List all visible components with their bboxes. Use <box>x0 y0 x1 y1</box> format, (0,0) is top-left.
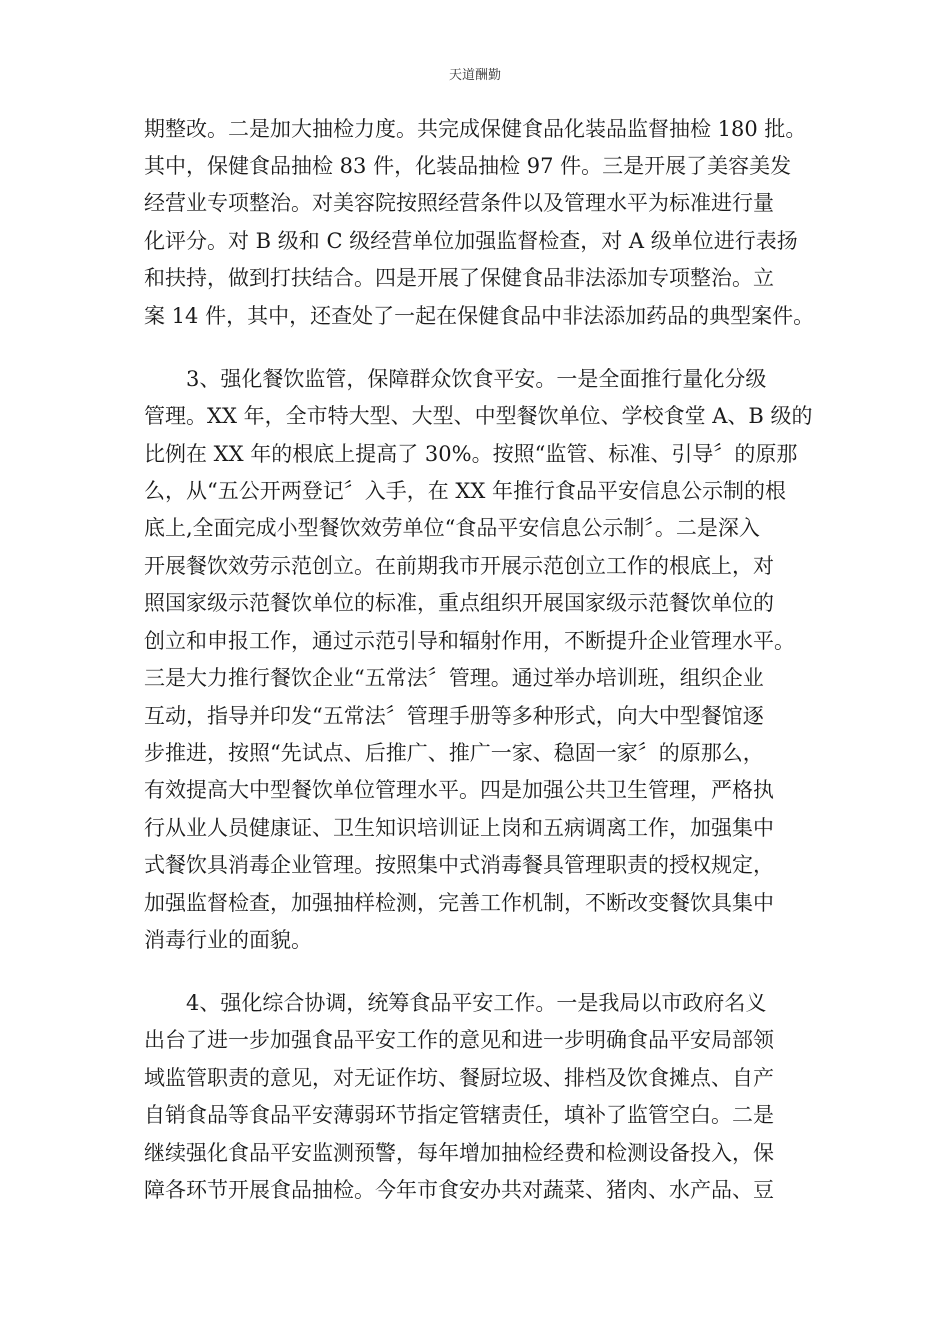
text-line: 比例在 XX 年的根底上提高了 30%。按照“监管、标准、引导〞的原那 <box>144 442 798 466</box>
text-line: 行从业人员健康证、卫生知识培训证上岗和五病调离工作，加强集中 <box>144 816 774 840</box>
text-line: 么，从“五公开两登记〞入手，在 XX 年推行食品平安信息公示制的根 <box>144 479 786 503</box>
text-line: 和扶持，做到打扶结合。四是开展了保健食品非法添加专项整治。立 <box>144 266 774 290</box>
text-line: 继续强化食品平安监测预警，每年增加抽检经费和检测设备投入，保 <box>144 1141 774 1165</box>
text-line: 障各环节开展食品抽检。今年市食安办共对蔬菜、猪肉、水产品、豆 <box>144 1178 774 1202</box>
text-line: 3、强化餐饮监管，保障群众饮食平安。一是全面推行量化分级 <box>186 367 767 391</box>
text-line: 其中，保健食品抽检 83 件，化装品抽检 97 件。三是开展了美容美发 <box>144 154 792 178</box>
text-line: 式餐饮具消毒企业管理。按照集中式消毒餐具管理职责的授权规定， <box>144 853 774 877</box>
text-line: 4、强化综合协调，统筹食品平安工作。一是我局以市政府名义 <box>186 991 767 1015</box>
text-line: 经营业专项整治。对美容院按照经营条件以及管理水平为标准进行量 <box>144 191 774 215</box>
text-line: 自销食品等食品平安薄弱环节指定管辖责任，填补了监管空白。二是 <box>144 1103 774 1127</box>
text-line: 三是大力推行餐饮企业“五常法〞管理。通过举办培训班，组织企业 <box>144 666 764 690</box>
text-line: 出台了进一步加强食品平安工作的意见和进一步明确食品平安局部领 <box>144 1028 774 1052</box>
text-line: 互动，指导并印发“五常法〞管理手册等多种形式，向大中型餐馆逐 <box>144 704 764 728</box>
text-line: 案 14 件，其中，还查处了一起在保健食品中非法添加药品的典型案件。 <box>144 304 815 328</box>
page-header: 天道酬勤 <box>448 68 501 83</box>
text-line: 照国家级示范餐饮单位的标准，重点组织开展国家级示范餐饮单位的 <box>144 591 774 615</box>
text-line: 期整改。二是加大抽检力度。共完成保健食品化装品监督抽检 180 批。 <box>144 117 807 141</box>
text-line: 开展餐饮效劳示范创立。在前期我市开展示范创立工作的根底上，对 <box>144 554 774 578</box>
text-line: 加强监督检查，加强抽样检测，完善工作机制，不断改变餐饮具集中 <box>144 891 774 915</box>
text-line: 步推进，按照“先试点、后推广、推广一家、稳固一家〞的原那么， <box>144 741 764 765</box>
text-line: 创立和申报工作，通过示范引导和辐射作用，不断提升企业管理水平。 <box>144 629 795 653</box>
text-line: 域监管职责的意见，对无证作坊、餐厨垃圾、排档及饮食摊点、自产 <box>144 1066 774 1090</box>
text-line: 化评分。对 B 级和 C 级经营单位加强监督检查，对 A 级单位进行表扬 <box>144 229 798 253</box>
text-line: 有效提高大中型餐饮单位管理水平。四是加强公共卫生管理，严格执 <box>144 778 774 802</box>
text-line: 底上,全面完成小型餐饮效劳单位“食品平安信息公示制〞。二是深入 <box>144 516 760 540</box>
text-line: 管理。XX 年，全市特大型、大型、中型餐饮单位、学校食堂 A、B 级的 <box>144 404 813 428</box>
text-line: 消毒行业的面貌。 <box>144 928 312 952</box>
